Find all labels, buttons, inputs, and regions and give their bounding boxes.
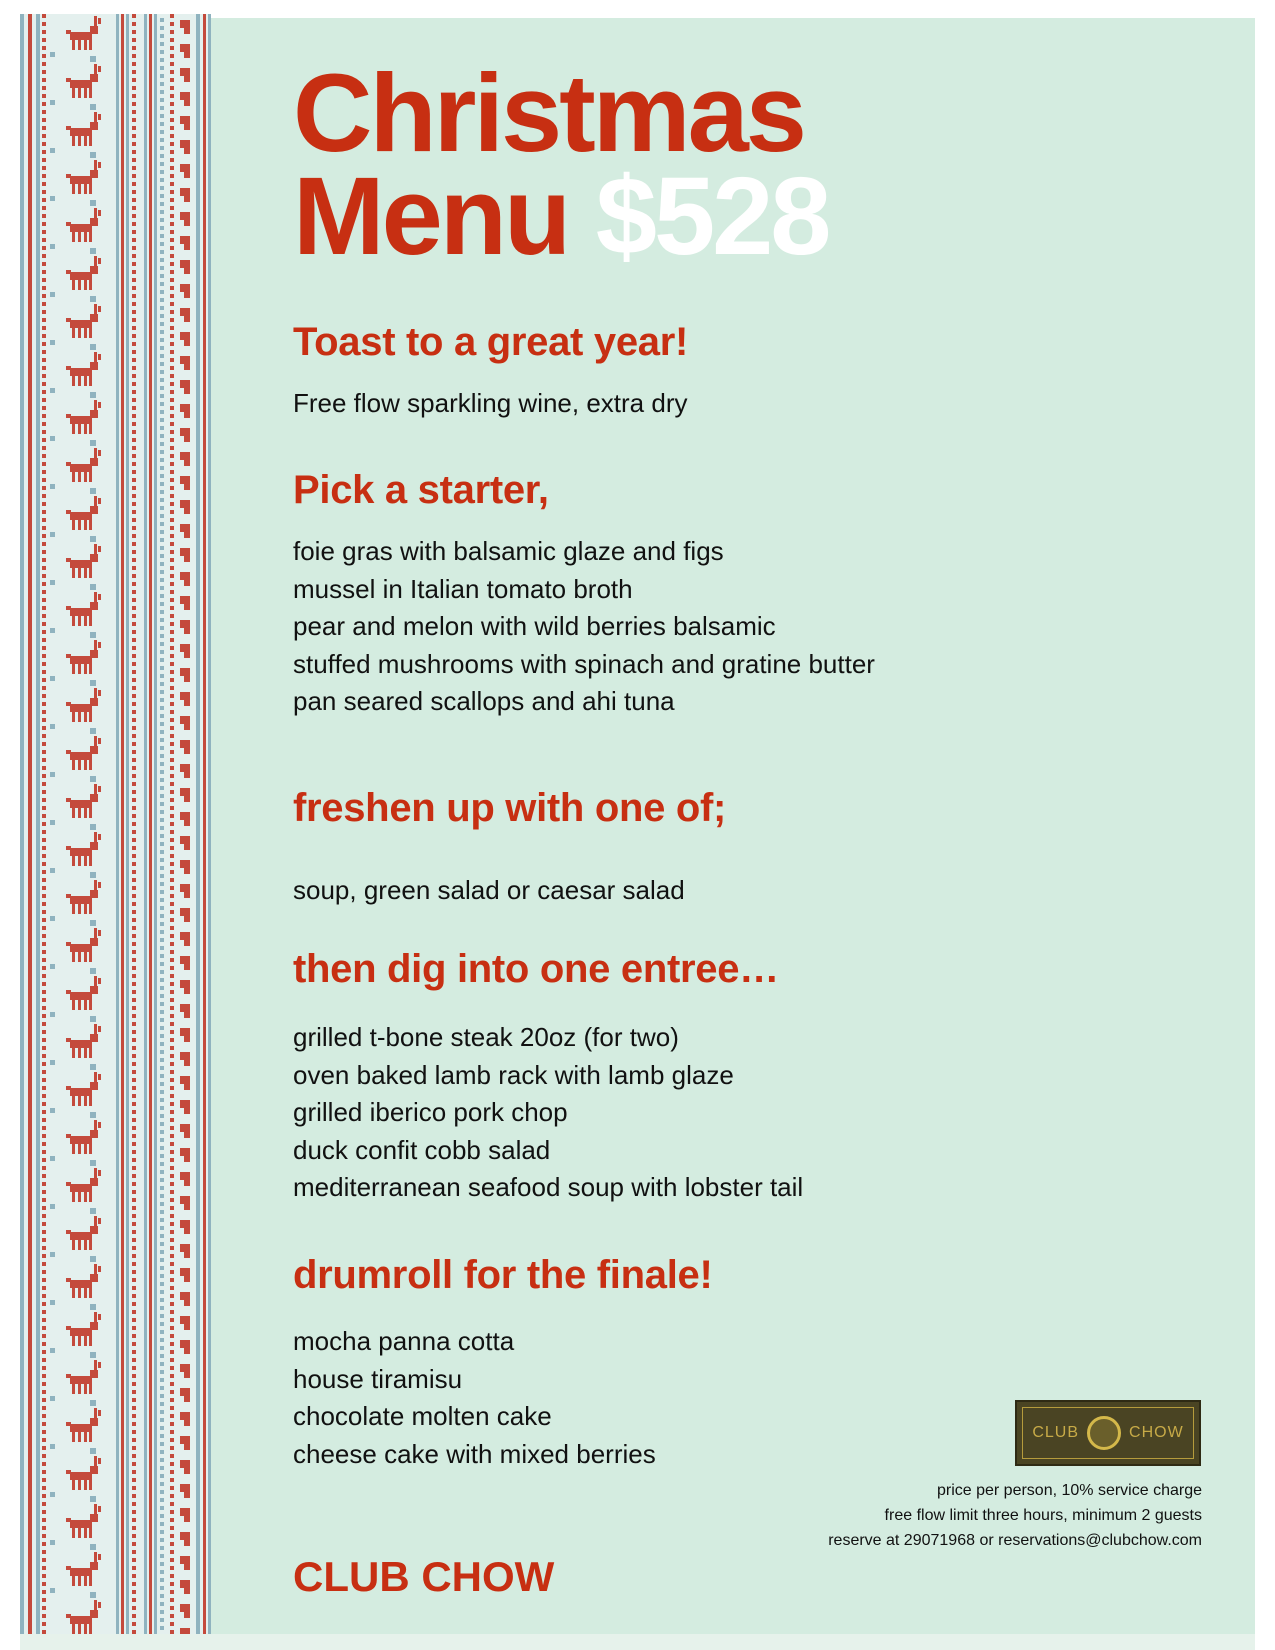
menu-item: pan seared scallops and ahi tuna bbox=[293, 686, 675, 716]
brand-name: CLUB CHOW bbox=[293, 1553, 555, 1600]
menu-item: house tiramisu bbox=[293, 1363, 463, 1394]
entree-items bbox=[293, 1019, 803, 1207]
fine-print-line: price per person, 10% service charge bbox=[936, 1482, 1202, 1499]
club-chow-emblem-icon bbox=[1087, 1416, 1121, 1450]
fine-print-line: reserve at 29071968 or reservations@clubchow.com bbox=[828, 1532, 1202, 1549]
menu-item: pear and melon with wild berries balsamic bbox=[293, 611, 776, 641]
finale-items bbox=[293, 1323, 656, 1473]
section-heading-freshen: freshen up with one of; bbox=[293, 786, 727, 830]
menu-title bbox=[293, 52, 829, 278]
section-heading-toast: Toast to a great year! bbox=[293, 320, 689, 364]
section-heading-starter: Pick a starter, bbox=[293, 468, 549, 512]
fine-print bbox=[828, 1478, 1202, 1553]
menu-price: $528 bbox=[595, 155, 829, 278]
menu-item: Free flow sparkling wine, extra dry bbox=[293, 388, 688, 418]
menu-item: soup, green salad or caesar salad bbox=[293, 875, 685, 905]
menu-item: stuffed mushrooms with spinach and gratine butter bbox=[293, 648, 875, 679]
menu-item: chocolate molten cake bbox=[293, 1401, 552, 1431]
freshen-items bbox=[293, 872, 685, 910]
title-line-1: Christmas bbox=[293, 52, 804, 175]
menu-item: grilled t-bone steak 20oz (for two) bbox=[293, 1022, 679, 1052]
page-bottom-edge bbox=[20, 1634, 1255, 1650]
menu-item: mussel in Italian tomato broth bbox=[293, 573, 633, 604]
menu-item: foie gras with balsamic glaze and figs bbox=[293, 536, 724, 566]
section-heading-entree: then dig into one entree… bbox=[293, 947, 779, 991]
section-heading-finale: drumroll for the finale! bbox=[293, 1253, 713, 1297]
menu-item: grilled iberico pork chop bbox=[293, 1097, 568, 1127]
reindeer-pattern-border bbox=[20, 14, 220, 1634]
fine-print-line: free flow limit three hours, minimum 2 guests bbox=[884, 1507, 1202, 1524]
menu-item: mediterranean seafood soup with lobster tail bbox=[293, 1172, 804, 1202]
title-line-2: Menu bbox=[293, 155, 569, 278]
club-chow-logo bbox=[1015, 1400, 1201, 1466]
starter-items bbox=[293, 533, 875, 721]
menu-item: cheese cake with mixed berries bbox=[293, 1438, 656, 1469]
menu-item: oven baked lamb rack with lamb glaze bbox=[293, 1059, 734, 1090]
menu-item: mocha panna cotta bbox=[293, 1326, 515, 1356]
logo-right-word: CHOW bbox=[1129, 1424, 1184, 1441]
logo-left-word: CLUB bbox=[1032, 1424, 1080, 1441]
menu-item: duck confit cobb salad bbox=[293, 1134, 551, 1165]
toast-items bbox=[293, 385, 687, 423]
